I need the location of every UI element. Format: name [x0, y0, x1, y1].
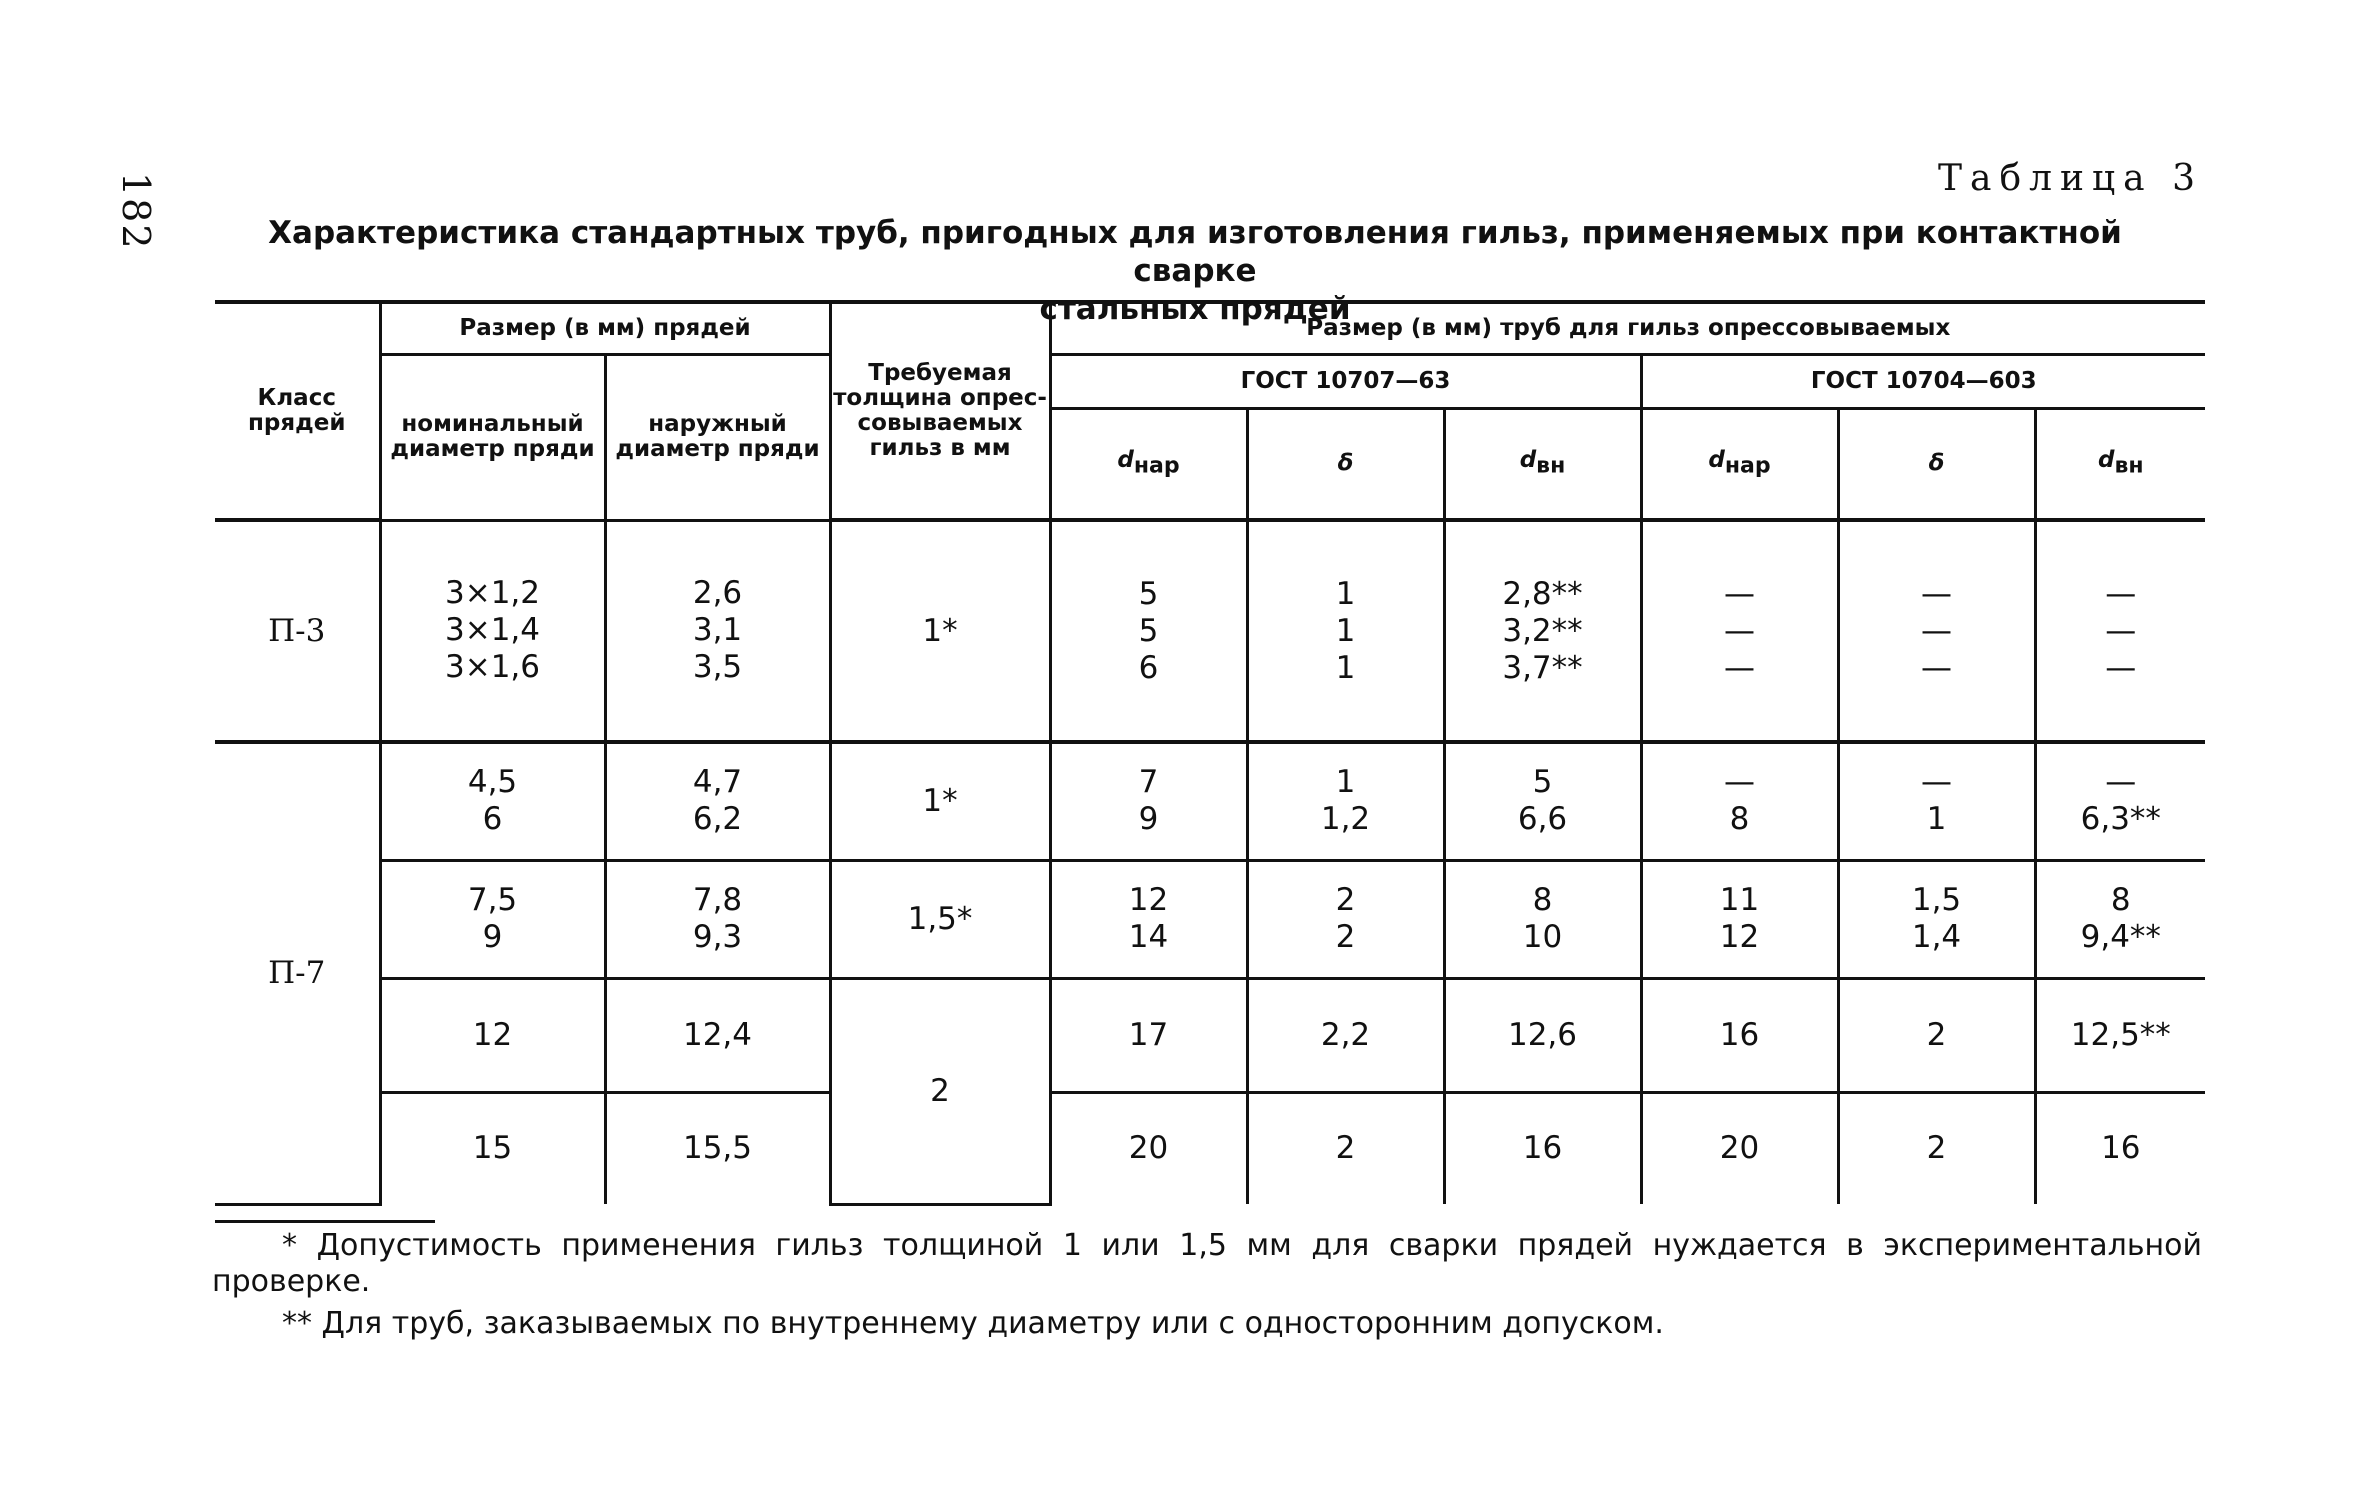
value: 1,4: [1911, 919, 1962, 955]
value: 14: [1128, 919, 1169, 955]
cell-b-dvn: [2035, 742, 2205, 860]
subscript-vn: вн: [1536, 454, 1566, 480]
cell-b-delta: [1838, 860, 2035, 978]
footnote-1: * Допустимость применения гильз толщиной 1 или 1,5 мм для сварки прядей нуждается в экспериментальной проверке.: [212, 1228, 2202, 1299]
cell-a-dvn: [1444, 520, 1641, 742]
value: 1,5: [1911, 882, 1962, 918]
table-title-line-1: Характеристика стандартных труб, пригодных для изготовления гильз, применяемых при контактной сварке: [268, 215, 2122, 289]
cell-b-dnar: [1641, 520, 1838, 742]
header-strand-size: Размер (в мм) прядей: [380, 302, 830, 354]
value: 2: [1335, 882, 1356, 918]
value: —: [2105, 764, 2137, 801]
cell-thickness: 1,5*: [830, 860, 1050, 978]
cell-thickness: 1*: [830, 520, 1050, 742]
value: 8: [1729, 801, 1750, 838]
cell-class: П-3: [215, 520, 380, 742]
header-tube-size: Размер (в мм) труб для гильз опрессовываемых: [1050, 302, 2205, 354]
cell-b-delta: [1838, 742, 2035, 860]
value: 10: [1522, 919, 1563, 955]
cell-a-dnar: [1050, 520, 1247, 742]
value: —: [1724, 649, 1755, 686]
value: —: [2105, 612, 2137, 649]
header-b-dnar: [1641, 408, 1838, 520]
cell-b-dvn: 16: [2035, 1092, 2205, 1204]
footnotes: [212, 1228, 2202, 1342]
header-a-delta: δ: [1247, 408, 1444, 520]
value: 12: [1719, 919, 1760, 955]
table-label: Таблица 3: [1938, 158, 2203, 199]
value: 6,2: [692, 801, 743, 838]
value: 5: [1532, 764, 1553, 801]
table-row: [215, 978, 2205, 1092]
d-symbol: d: [1519, 447, 1537, 474]
table-row: [215, 520, 2205, 742]
cell-nominal: [380, 742, 605, 860]
header-outer-diameter: наружный диаметр пряди: [605, 354, 830, 520]
value: 1: [1335, 612, 1356, 649]
value: —: [1724, 764, 1755, 801]
value: 4,5: [467, 764, 518, 801]
value: 6: [1138, 649, 1159, 686]
value: 4,7: [692, 764, 743, 801]
value: 5: [1138, 575, 1159, 612]
value: 5: [1138, 612, 1159, 649]
cell-a-delta: [1247, 742, 1444, 860]
page-number: 182: [114, 172, 158, 251]
table-row: [215, 742, 2205, 860]
value: 3×1,2: [445, 575, 540, 612]
subscript-nar: нар: [1133, 454, 1180, 480]
cell-a-delta: 2,2: [1247, 978, 1444, 1092]
header-a-dvn: [1444, 408, 1641, 520]
cell-a-delta: [1247, 860, 1444, 978]
strand-tube-table: [215, 300, 2205, 1206]
value: 1: [1926, 801, 1947, 838]
value: 9,4**: [2080, 919, 2161, 955]
value: 6,3**: [2080, 801, 2161, 838]
cell-thickness: 1*: [830, 742, 1050, 860]
value: —: [1724, 575, 1755, 612]
value: 7,5: [467, 882, 518, 918]
cell-a-dvn: [1444, 860, 1641, 978]
value: 3×1,6: [445, 649, 540, 686]
value: 2,8**: [1502, 575, 1583, 612]
value: 3,2**: [1502, 612, 1583, 649]
cell-b-dnar: [1641, 860, 1838, 978]
subscript-nar: нар: [1724, 454, 1771, 480]
footnote-divider: [215, 1220, 435, 1223]
cell-outer: 12,4: [605, 978, 830, 1092]
cell-b-delta: [1838, 520, 2035, 742]
d-symbol: d: [1117, 447, 1134, 474]
value: 6,6: [1517, 801, 1568, 838]
header-required-thickness: Требуемая толщина опрес-совываемых гильз в мм: [830, 302, 1050, 520]
value: 8: [1532, 882, 1553, 918]
cell-thickness: 2: [830, 978, 1050, 1204]
cell-nominal: [380, 860, 605, 978]
cell-a-dvn: 16: [1444, 1092, 1641, 1204]
value: 7,8: [692, 882, 743, 918]
value: —: [2105, 649, 2137, 686]
header-b-delta: δ: [1838, 408, 2035, 520]
cell-nominal: 12: [380, 978, 605, 1092]
cell-a-dnar: 20: [1050, 1092, 1247, 1204]
header-gost-b: ГОСТ 10704—603: [1641, 354, 2205, 408]
footnote-2: ** Для труб, заказываемых по внутреннему диаметру или с односторонним допуском.: [282, 1306, 1664, 1341]
cell-a-dnar: 17: [1050, 978, 1247, 1092]
value: —: [1921, 764, 1952, 801]
cell-b-delta: 2: [1838, 978, 2035, 1092]
cell-a-dnar: [1050, 860, 1247, 978]
value: 1: [1335, 575, 1356, 612]
cell-b-dnar: 20: [1641, 1092, 1838, 1204]
value: 9: [1138, 801, 1159, 838]
d-symbol: d: [1708, 447, 1725, 474]
value: 12: [1128, 882, 1169, 918]
value: 7: [1138, 764, 1159, 801]
cell-outer: [605, 860, 830, 978]
table-row: [215, 860, 2205, 978]
table-row: [215, 1092, 2205, 1204]
value: 1,2: [1320, 801, 1371, 838]
cell-a-dvn: 12,6: [1444, 978, 1641, 1092]
table-title-line-2: стальных прядей: [1039, 291, 1351, 327]
cell-a-dnar: [1050, 742, 1247, 860]
header-nominal-diameter: номинальный диаметр пряди: [380, 354, 605, 520]
cell-nominal: 15: [380, 1092, 605, 1204]
cell-a-delta: [1247, 520, 1444, 742]
cell-outer: 15,5: [605, 1092, 830, 1204]
cell-a-delta: 2: [1247, 1092, 1444, 1204]
value: 3×1,4: [445, 612, 540, 649]
header-a-dnar: [1050, 408, 1247, 520]
value: 11: [1719, 882, 1760, 918]
header-class: Класс прядей: [215, 302, 380, 520]
value: 2,6: [692, 575, 743, 612]
d-symbol: d: [2097, 447, 2115, 474]
value: 3,7**: [1502, 649, 1583, 686]
value: 3,5: [692, 649, 743, 686]
value: 8: [2110, 882, 2131, 918]
value: 9: [482, 919, 503, 955]
cell-b-dvn: [2035, 860, 2205, 978]
cell-b-dvn: [2035, 520, 2205, 742]
cell-b-dnar: [1641, 742, 1838, 860]
value: 3,1: [692, 612, 743, 649]
cell-nominal: [380, 520, 605, 742]
cell-b-dvn: 12,5**: [2035, 978, 2205, 1092]
cell-outer: [605, 742, 830, 860]
cell-b-delta: 2: [1838, 1092, 2035, 1204]
value: —: [1921, 649, 1952, 686]
subscript-vn: вн: [2114, 454, 2144, 480]
cell-outer: [605, 520, 830, 742]
value: 1: [1335, 764, 1356, 801]
cell-b-dnar: 16: [1641, 978, 1838, 1092]
value: —: [1724, 612, 1755, 649]
value: —: [2105, 575, 2137, 612]
value: —: [1921, 612, 1952, 649]
value: 6: [482, 801, 503, 838]
value: —: [1921, 575, 1952, 612]
value: 1: [1335, 649, 1356, 686]
value: 2: [1335, 919, 1356, 955]
value: 9,3: [692, 919, 743, 955]
header-gost-a: ГОСТ 10707—63: [1050, 354, 1641, 408]
cell-class: П-7: [215, 742, 380, 1204]
header-b-dvn: [2035, 408, 2205, 520]
cell-a-dvn: [1444, 742, 1641, 860]
